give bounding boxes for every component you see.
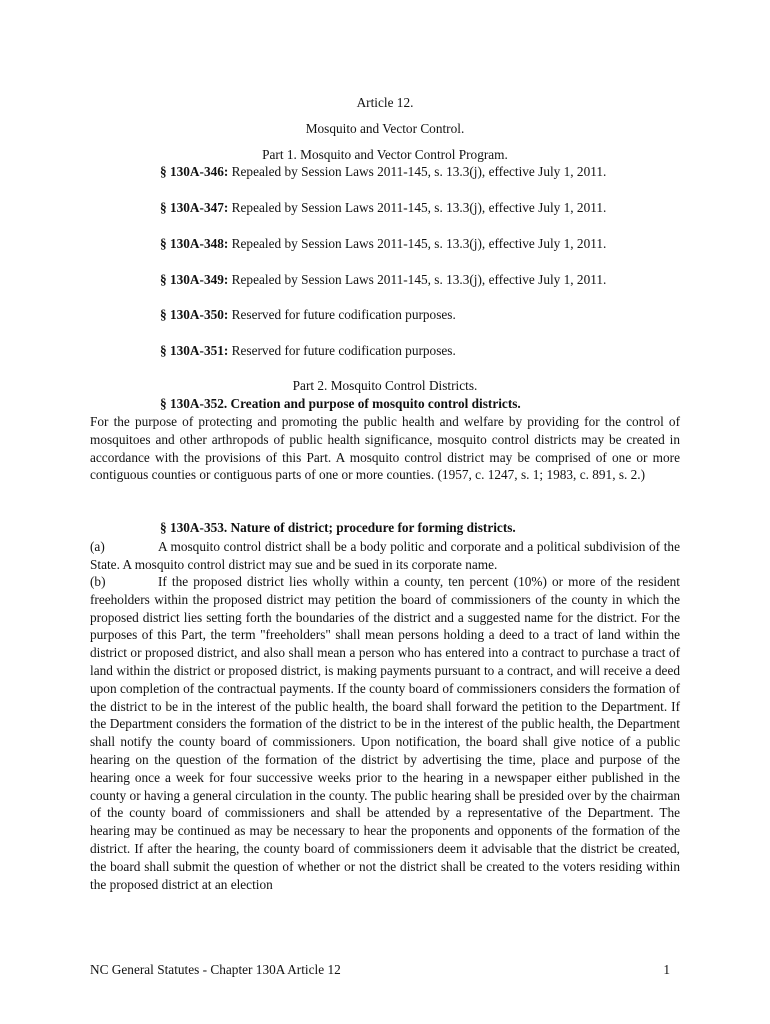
footer-title: NC General Statutes - Chapter 130A Article 12 — [90, 962, 341, 977]
subsection-a-label: (a) — [90, 539, 105, 554]
subsection-b-text: If the proposed district lies wholly within a county, ten percent (10%) or more of the resident freeholders within the proposed district may petition the board of commissioners of the county in which the proposed district lies setting forth the boundaries of the district and a suggested name for the district. For the purposes of this Part, the term "freeholders" shall mean persons holding a deed to a tract of land within the district or proposed district, and also shall mean a person who has entered into a contract to purchase a tract of land within the district or proposed district, is making payments pursuant to a contract, and will receive a deed upon completion of the contractual payments. If the county board of commissioners considers the formation of the district to be in the interest of the public health, the board shall forward the petition to the Department. If the Department considers the formation of the district to be in the interest of the public health, the Department shall notify the county board of commissioners. Upon notification, the board shall give notice of a public hearing on the question of the formation of the district by advertising the time, place and purpose of the hearing once a week for four successive weeks prior to the hearing in a newspaper either published in the county or having a general circulation in the county. The public hearing shall be presided over by the chairman of the county board of commissioners and shall be attended by a representative of the Department. The hearing may be continued as may be necessary to hear the proponents and opponents of the formation of the district. If after the hearing, the county board of commissioners deem it advisable that the district be created, the board shall submit the question of whether or not the district shall be created to the voters residing within the proposed district at an election — [90, 574, 680, 892]
section-number: § 130A-350: — [160, 307, 229, 322]
section-number: § 130A-347: — [160, 200, 229, 215]
section-text: Repealed by Session Laws 2011-145, s. 13.3(j), effective July 1, 2011. — [228, 164, 607, 179]
subsection-b — [90, 573, 680, 893]
section-text: Repealed by Session Laws 2011-145, s. 13.3(j), effective July 1, 2011. — [228, 236, 607, 251]
page-footer — [90, 962, 680, 978]
subsection-a — [90, 538, 680, 574]
section-number: § 130A-348: — [160, 236, 229, 251]
section-130a-346 — [160, 164, 606, 180]
section-130a-350 — [160, 307, 456, 323]
subsection-a-text: A mosquito control district shall be a body politic and corporate and a political subdivision of the State. A mosquito control district may sue and be sued in its corporate name. — [90, 539, 680, 572]
page-number: 1 — [663, 962, 670, 977]
subsection-b-label: (b) — [90, 574, 106, 589]
section-130a-352-heading: § 130A-352. Creation and purpose of mosquito control districts. — [160, 396, 521, 411]
section-number: § 130A-349: — [160, 272, 229, 287]
section-130a-351 — [160, 343, 456, 359]
section-130a-353-heading: § 130A-353. Nature of district; procedure for forming districts. — [160, 520, 516, 535]
section-text: Repealed by Session Laws 2011-145, s. 13.3(j), effective July 1, 2011. — [228, 272, 607, 287]
section-number: § 130A-351: — [160, 343, 229, 358]
part1-title: Part 1. Mosquito and Vector Control Program. — [262, 147, 508, 162]
article-subtitle: Mosquito and Vector Control. — [305, 121, 465, 136]
article-title: Article 12. — [356, 95, 414, 110]
part2-title: Part 2. Mosquito Control Districts. — [292, 378, 478, 393]
section-text: Reserved for future codification purposes. — [228, 343, 456, 358]
section-130a-349 — [160, 272, 606, 288]
section-130a-347 — [160, 200, 606, 216]
section-130a-352-text: For the purpose of protecting and promoting the public health and welfare by providing for the control of mosquitoes and other arthropods of public health significance, mosquito control districts may be created in accordance with the provisions of this Part. A mosquito control district may be comprised of one or more contiguous counties or contiguous parts of one or more counties. (1957, c. 1247, s. 1; 1983, c. 891, s. 2.) — [90, 414, 680, 483]
section-text: Reserved for future codification purposes. — [228, 307, 456, 322]
section-number: § 130A-346: — [160, 164, 229, 179]
section-130a-348 — [160, 236, 606, 252]
section-text: Repealed by Session Laws 2011-145, s. 13.3(j), effective July 1, 2011. — [228, 200, 607, 215]
